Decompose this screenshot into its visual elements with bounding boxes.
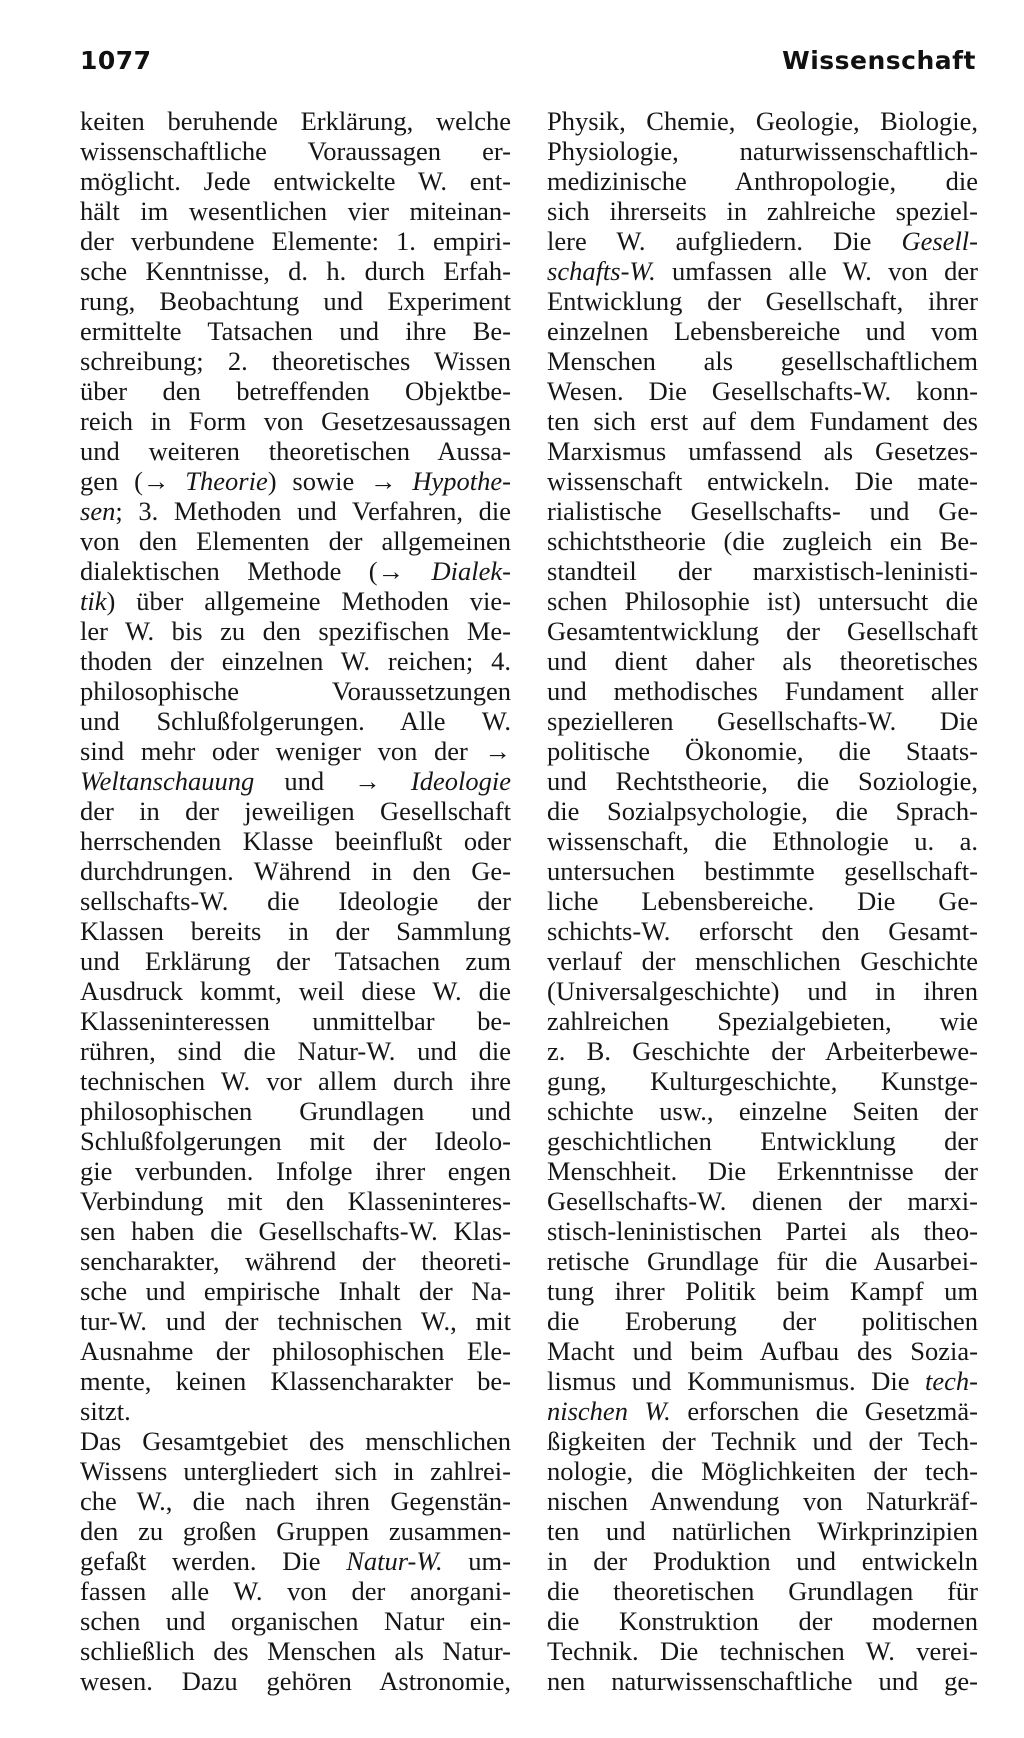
text-segment: Schlußfolgerungen mit der Ideolo- bbox=[80, 1126, 511, 1156]
text-segment: den zu großen Gruppen zusammen- bbox=[80, 1516, 511, 1546]
text-segment: die Eroberung der politischen bbox=[547, 1306, 978, 1336]
text-line bbox=[547, 1516, 978, 1546]
text-line bbox=[80, 436, 511, 466]
text-segment: möglicht. Jede entwickelte W. ent- bbox=[80, 166, 511, 196]
text-line bbox=[80, 1126, 511, 1156]
text-line bbox=[80, 166, 511, 196]
text-segment: die theoretischen Grundlagen für bbox=[547, 1576, 978, 1606]
text-segment: ler W. bis zu den spezifischen Me- bbox=[80, 616, 511, 646]
text-segment: sen haben die Gesellschafts-W. Klas- bbox=[80, 1216, 511, 1246]
text-segment: lismus und Kommunismus. Die bbox=[547, 1366, 926, 1396]
text-line bbox=[547, 1066, 978, 1096]
text-line bbox=[80, 556, 511, 586]
text-segment: mente, keinen Klassencharakter be- bbox=[80, 1366, 511, 1396]
text-line bbox=[547, 1636, 978, 1666]
text-line bbox=[80, 886, 511, 916]
text-line bbox=[547, 286, 978, 316]
text-segment: Gesellschafts-W. dienen der marxi- bbox=[547, 1186, 978, 1216]
text-segment: ) über allgemeine Methoden vie- bbox=[106, 586, 511, 616]
text-line bbox=[80, 586, 511, 616]
text-line bbox=[547, 1456, 978, 1486]
text-segment: geschichtlichen Entwicklung der bbox=[547, 1126, 978, 1156]
text-line bbox=[80, 136, 511, 166]
text-line bbox=[80, 1006, 511, 1036]
text-segment: hält im wesentlichen vier miteinan- bbox=[80, 196, 511, 226]
text-line bbox=[80, 946, 511, 976]
text-segment: gie verbunden. Infolge ihrer engen bbox=[80, 1156, 511, 1186]
text-line bbox=[547, 1576, 978, 1606]
text-line bbox=[547, 766, 978, 796]
text-line bbox=[547, 196, 978, 226]
text-segment: durchdrungen. Während in den Ge- bbox=[80, 856, 511, 886]
text-line bbox=[547, 1246, 978, 1276]
text-line bbox=[80, 1216, 511, 1246]
text-line bbox=[547, 1096, 978, 1126]
text-segment: und Rechtstheorie, die Soziologie, bbox=[547, 766, 978, 796]
text-line bbox=[547, 1606, 978, 1636]
text-line bbox=[547, 976, 978, 1006]
text-segment: Entwicklung der Gesellschaft, ihrer bbox=[547, 286, 978, 316]
text-line bbox=[547, 646, 978, 676]
text-line bbox=[547, 316, 978, 346]
text-segment: um- bbox=[442, 1546, 511, 1576]
text-line bbox=[80, 256, 511, 286]
text-segment: standteil der marxistisch-leninisti- bbox=[547, 556, 978, 586]
text-line bbox=[80, 346, 511, 376]
text-segment: tung ihrer Politik beim Kampf um bbox=[547, 1276, 978, 1306]
text-segment: nen naturwissenschaftliche und ge- bbox=[547, 1666, 978, 1696]
text-segment: Klasseninteressen unmittelbar be- bbox=[80, 1006, 511, 1036]
text-segment: medizinische Anthropologie, die bbox=[547, 166, 978, 196]
text-line bbox=[80, 1576, 511, 1606]
text-segment: wissenschaftliche Voraussagen er- bbox=[80, 136, 511, 166]
text-segment: von den Elementen der allgemeinen bbox=[80, 526, 511, 556]
text-line bbox=[547, 1336, 978, 1366]
text-line bbox=[547, 1396, 978, 1426]
text-segment: sellschafts-W. die Ideologie der bbox=[80, 886, 511, 916]
text-segment: Menschheit. Die Erkenntnisse der bbox=[547, 1156, 978, 1186]
text-line bbox=[547, 466, 978, 496]
left-text-column bbox=[80, 106, 511, 1696]
text-segment: und methodisches Fundament aller bbox=[547, 676, 978, 706]
emphasized-term: Ideologie bbox=[410, 766, 511, 796]
emphasized-term: nischen W. bbox=[547, 1396, 671, 1426]
text-segment: schen und organischen Natur ein- bbox=[80, 1606, 511, 1636]
text-segment: der verbundene Elemente: 1. empiri- bbox=[80, 226, 511, 256]
text-segment: die Konstruktion der modernen bbox=[547, 1606, 978, 1636]
text-segment: erforschen die Gesetzmä- bbox=[670, 1396, 979, 1426]
text-line bbox=[547, 946, 978, 976]
text-line bbox=[80, 1186, 511, 1216]
text-segment: Ausdruck kommt, weil diese W. die bbox=[80, 976, 511, 1006]
text-line bbox=[80, 676, 511, 706]
text-line bbox=[547, 1036, 978, 1066]
text-segment: Ausnahme der philosophischen Ele- bbox=[80, 1336, 511, 1366]
text-line bbox=[80, 106, 511, 136]
text-line bbox=[547, 916, 978, 946]
emphasized-term: Weltanschauung bbox=[80, 766, 255, 796]
text-line bbox=[80, 1036, 511, 1066]
text-line bbox=[80, 706, 511, 736]
text-line bbox=[80, 736, 511, 766]
text-segment: Marxismus umfassend als Gesetzes- bbox=[547, 436, 978, 466]
right-text-column bbox=[547, 106, 978, 1696]
text-line bbox=[547, 1186, 978, 1216]
text-segment: nischen Anwendung von Naturkräf- bbox=[547, 1486, 978, 1516]
text-segment: gung, Kulturgeschichte, Kunstge- bbox=[547, 1066, 978, 1096]
text-line bbox=[80, 1066, 511, 1096]
text-line bbox=[547, 106, 978, 136]
text-segment: technischen W. vor allem durch ihre bbox=[80, 1066, 511, 1096]
text-segment: ermittelte Tatsachen und ihre Be- bbox=[80, 316, 511, 346]
text-segment: sind mehr oder weniger von der → bbox=[80, 736, 511, 766]
text-segment: Wissens untergliedert sich in zahlrei- bbox=[80, 1456, 511, 1486]
text-segment: Verbindung mit den Klasseninteres- bbox=[80, 1186, 511, 1216]
emphasized-term: Theorie bbox=[185, 466, 268, 496]
text-line bbox=[547, 1156, 978, 1186]
text-segment: umfassen alle W. von der bbox=[655, 256, 978, 286]
text-line bbox=[80, 1516, 511, 1546]
text-line bbox=[547, 346, 978, 376]
text-line bbox=[80, 1156, 511, 1186]
text-segment: Klassen bereits in der Sammlung bbox=[80, 916, 511, 946]
text-line bbox=[547, 886, 978, 916]
text-line bbox=[80, 496, 511, 526]
text-segment: keiten beruhende Erklärung, welche bbox=[80, 106, 511, 136]
text-segment: Physik, Chemie, Geologie, Biologie, bbox=[547, 106, 978, 136]
text-line bbox=[80, 856, 511, 886]
text-line bbox=[547, 676, 978, 706]
text-segment: stisch-leninistischen Partei als theo- bbox=[547, 1216, 978, 1246]
emphasized-term: Gesell- bbox=[901, 226, 978, 256]
text-segment: und dient daher als theoretisches bbox=[547, 646, 978, 676]
text-segment: schreibung; 2. theoretisches Wissen bbox=[80, 346, 511, 376]
text-segment: herrschenden Klasse beeinflußt oder bbox=[80, 826, 511, 856]
text-segment: ) sowie → bbox=[267, 466, 413, 496]
text-segment: und → bbox=[254, 766, 411, 796]
text-line bbox=[80, 1636, 511, 1666]
text-segment: zahlreichen Spezialgebieten, wie bbox=[547, 1006, 978, 1036]
text-segment: tur-W. und der technischen W., mit bbox=[80, 1306, 511, 1336]
text-segment: dialektischen Methode (→ bbox=[80, 556, 432, 586]
page-number: 1077 bbox=[80, 46, 152, 75]
text-line bbox=[547, 556, 978, 586]
text-segment: ten und natürlichen Wirkprinzipien bbox=[547, 1516, 978, 1546]
text-segment: sencharakter, während der theoreti- bbox=[80, 1246, 511, 1276]
text-line bbox=[547, 406, 978, 436]
text-line bbox=[547, 826, 978, 856]
text-line bbox=[547, 1006, 978, 1036]
text-segment: einzelnen Lebensbereiche und vom bbox=[547, 316, 978, 346]
text-line bbox=[547, 496, 978, 526]
text-segment: Macht und beim Aufbau des Sozia- bbox=[547, 1336, 978, 1366]
text-line bbox=[547, 796, 978, 826]
text-line bbox=[547, 616, 978, 646]
text-segment: z. B. Geschichte der Arbeiterbewe- bbox=[547, 1036, 978, 1066]
text-segment: gefaßt werden. Die bbox=[80, 1546, 347, 1576]
text-segment: wesen. Dazu gehören Astronomie, bbox=[80, 1666, 511, 1696]
text-segment: schichtstheorie (die zugleich ein Be- bbox=[547, 526, 978, 556]
text-segment: Wesen. Die Gesellschafts-W. konn- bbox=[547, 376, 978, 406]
text-line bbox=[80, 1666, 511, 1696]
text-line bbox=[80, 1276, 511, 1306]
text-segment: Technik. Die technischen W. verei- bbox=[547, 1636, 978, 1666]
text-line bbox=[80, 1336, 511, 1366]
text-segment: gen (→ bbox=[80, 466, 186, 496]
text-segment: und Erklärung der Tatsachen zum bbox=[80, 946, 511, 976]
text-segment: sich ihrerseits in zahlreiche speziel- bbox=[547, 196, 978, 226]
text-line bbox=[547, 1426, 978, 1456]
text-segment: nologie, die Möglichkeiten der tech- bbox=[547, 1456, 978, 1486]
text-segment: sche und empirische Inhalt der Na- bbox=[80, 1276, 511, 1306]
text-line bbox=[80, 1606, 511, 1636]
emphasized-term: Hypothe- bbox=[412, 466, 511, 496]
text-line bbox=[80, 1456, 511, 1486]
text-line bbox=[80, 826, 511, 856]
text-line bbox=[547, 1666, 978, 1696]
text-segment: verlauf der menschlichen Geschichte bbox=[547, 946, 978, 976]
text-line bbox=[547, 136, 978, 166]
text-line bbox=[80, 976, 511, 1006]
text-line bbox=[80, 1546, 511, 1576]
text-line bbox=[547, 1546, 978, 1576]
text-line bbox=[80, 406, 511, 436]
text-line bbox=[80, 526, 511, 556]
text-segment: Gesamtentwicklung der Gesellschaft bbox=[547, 616, 978, 646]
text-segment: und weiteren theoretischen Aussa- bbox=[80, 436, 511, 466]
text-line bbox=[80, 1096, 511, 1126]
text-line bbox=[80, 196, 511, 226]
text-line bbox=[80, 916, 511, 946]
text-line bbox=[80, 286, 511, 316]
text-segment: ; 3. Methoden und Verfahren, die bbox=[115, 496, 511, 526]
text-segment: wissenschaft entwickeln. Die mate- bbox=[547, 466, 978, 496]
text-line bbox=[80, 1306, 511, 1336]
text-segment: sitzt. bbox=[80, 1396, 131, 1426]
text-line bbox=[80, 1396, 511, 1426]
text-segment: in der Produktion und entwickeln bbox=[547, 1546, 978, 1576]
emphasized-term: Natur-W. bbox=[346, 1546, 443, 1576]
text-line bbox=[80, 226, 511, 256]
text-line bbox=[547, 166, 978, 196]
emphasized-term: schafts-W. bbox=[547, 256, 656, 286]
text-segment: über den betreffenden Objektbe- bbox=[80, 376, 511, 406]
text-segment: schen Philosophie ist) untersucht die bbox=[547, 586, 978, 616]
text-line bbox=[547, 1306, 978, 1336]
text-segment: che W., die nach ihren Gegenstän- bbox=[80, 1486, 511, 1516]
text-segment: schließlich des Menschen als Natur- bbox=[80, 1636, 511, 1666]
text-line bbox=[547, 376, 978, 406]
text-segment: und Schlußfolgerungen. Alle W. bbox=[80, 706, 511, 736]
text-segment: Physiologie, naturwissenschaftlich- bbox=[547, 136, 978, 166]
text-segment: Menschen als gesellschaftlichem bbox=[547, 346, 978, 376]
text-line bbox=[80, 1426, 511, 1456]
text-segment: reich in Form von Gesetzesaussagen bbox=[80, 406, 511, 436]
running-title: Wissenschaft bbox=[782, 46, 976, 75]
text-line bbox=[547, 586, 978, 616]
text-line bbox=[80, 1486, 511, 1516]
text-segment: rung, Beobachtung und Experiment bbox=[80, 286, 511, 316]
text-segment: schichts-W. erforscht den Gesamt- bbox=[547, 916, 978, 946]
text-line bbox=[80, 646, 511, 676]
emphasized-term: tik bbox=[80, 586, 107, 616]
text-line bbox=[80, 316, 511, 346]
text-line bbox=[547, 856, 978, 886]
text-segment: retische Grundlage für die Ausarbei- bbox=[547, 1246, 978, 1276]
text-line bbox=[547, 526, 978, 556]
text-line bbox=[547, 1486, 978, 1516]
text-line bbox=[80, 766, 511, 796]
text-segment: untersuchen bestimmte gesellschaft- bbox=[547, 856, 978, 886]
text-line bbox=[547, 1216, 978, 1246]
text-segment: Das Gesamtgebiet des menschlichen bbox=[80, 1426, 511, 1456]
text-segment: spezielleren Gesellschafts-W. Die bbox=[547, 706, 978, 736]
text-line bbox=[547, 1126, 978, 1156]
emphasized-term: sen bbox=[80, 496, 116, 526]
text-segment: (Universalgeschichte) und in ihren bbox=[547, 976, 978, 1006]
text-line bbox=[547, 436, 978, 466]
text-segment: die Sozialpsychologie, die Sprach- bbox=[547, 796, 978, 826]
text-line bbox=[547, 1276, 978, 1306]
text-line bbox=[547, 256, 978, 286]
text-segment: schichte usw., einzelne Seiten der bbox=[547, 1096, 978, 1126]
text-segment: rialistische Gesellschafts- und Ge- bbox=[547, 496, 978, 526]
text-line bbox=[80, 1246, 511, 1276]
text-line bbox=[547, 1366, 978, 1396]
text-segment: der in der jeweiligen Gesellschaft bbox=[80, 796, 511, 826]
text-line bbox=[547, 226, 978, 256]
text-line bbox=[80, 616, 511, 646]
text-segment: wissenschaft, die Ethnologie u. a. bbox=[547, 826, 978, 856]
text-segment: philosophischen Grundlagen und bbox=[80, 1096, 511, 1126]
text-line bbox=[547, 736, 978, 766]
text-segment: rühren, sind die Natur-W. und die bbox=[80, 1036, 511, 1066]
emphasized-term: Dialek- bbox=[431, 556, 511, 586]
text-line bbox=[80, 796, 511, 826]
text-segment: thoden der einzelnen W. reichen; 4. bbox=[80, 646, 511, 676]
emphasized-term: tech- bbox=[925, 1366, 978, 1396]
text-line bbox=[80, 466, 511, 496]
text-segment: politische Ökonomie, die Staats- bbox=[547, 736, 978, 766]
text-segment: liche Lebensbereiche. Die Ge- bbox=[547, 886, 978, 916]
text-line bbox=[80, 1366, 511, 1396]
text-segment: fassen alle W. von der anorgani- bbox=[80, 1576, 511, 1606]
text-segment: philosophische Voraussetzungen bbox=[80, 676, 511, 706]
text-segment: sche Kenntnisse, d. h. durch Erfah- bbox=[80, 256, 511, 286]
text-segment: ßigkeiten der Technik und der Tech- bbox=[547, 1426, 978, 1456]
text-line bbox=[80, 376, 511, 406]
text-segment: ten sich erst auf dem Fundament des bbox=[547, 406, 978, 436]
text-line bbox=[547, 706, 978, 736]
text-segment: lere W. aufgliedern. Die bbox=[547, 226, 902, 256]
